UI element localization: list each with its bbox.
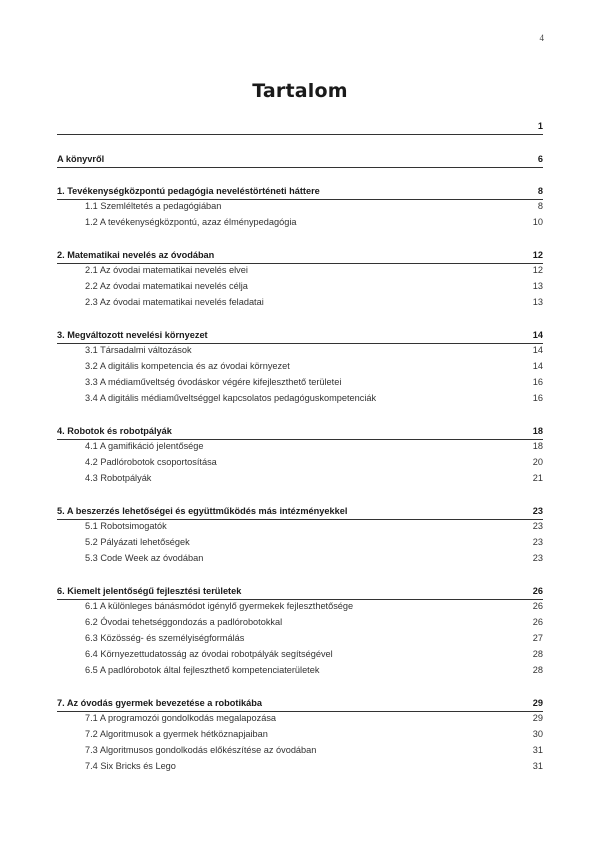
toc-entry-page: 26 bbox=[532, 601, 543, 611]
toc-entry-page: 30 bbox=[532, 729, 543, 739]
toc-entry-page: 18 bbox=[532, 441, 543, 451]
toc-entry-label: 5.3 Code Week az óvodában bbox=[85, 553, 204, 563]
toc-entry-page: 28 bbox=[532, 665, 543, 675]
toc-entry-page: 6 bbox=[537, 154, 543, 164]
toc-entry-label: 3.2 A digitális kompetencia és az óvodai környezet bbox=[85, 361, 290, 371]
toc-entry-label: 7.4 Six Bricks és Lego bbox=[85, 761, 176, 771]
toc-entry-label: 6.5 A padlórobotok által fejleszthető kompetenciaterületek bbox=[85, 665, 320, 675]
toc-section-entry[interactable] bbox=[57, 457, 543, 471]
toc-chapter-entry[interactable] bbox=[57, 506, 543, 520]
page-number: 4 bbox=[539, 33, 544, 43]
toc-entry-label: 4.1 A gamifikáció jelentősége bbox=[85, 441, 204, 451]
toc-entry-page: 14 bbox=[532, 345, 543, 355]
toc-chapter-entry[interactable] bbox=[57, 330, 543, 344]
toc-entry-label: 7. Az óvodás gyermek bevezetése a robotikába bbox=[57, 698, 262, 708]
toc-entry-label: 6.1 A különleges bánásmódot igénylő gyermekek fejleszthetősége bbox=[85, 601, 354, 611]
toc-section-entry[interactable] bbox=[57, 281, 543, 295]
toc-section-entry[interactable] bbox=[57, 377, 543, 391]
toc-entry-page: 27 bbox=[532, 633, 543, 643]
toc-entry-page: 13 bbox=[532, 281, 543, 291]
toc-entry-page: 28 bbox=[532, 649, 543, 659]
toc-entry-page: 21 bbox=[532, 473, 543, 483]
toc-entry-page: 20 bbox=[532, 457, 543, 467]
toc-entry-label: 1.2 A tevékenységközpontú, azaz élménypedagógia bbox=[85, 217, 297, 227]
toc-section-entry[interactable] bbox=[57, 441, 543, 455]
toc-chapter-entry[interactable] bbox=[57, 586, 543, 600]
toc-section-entry[interactable] bbox=[57, 217, 543, 231]
toc-entry-page: 31 bbox=[532, 761, 543, 771]
toc-section-entry[interactable] bbox=[57, 521, 543, 535]
toc-entry-label: A könyvről bbox=[57, 154, 105, 164]
page-title: Tartalom bbox=[252, 80, 348, 102]
toc-section-entry[interactable] bbox=[57, 361, 543, 375]
toc-entry-page: 1 bbox=[537, 121, 543, 131]
toc-section-entry[interactable] bbox=[57, 633, 543, 647]
toc-section-entry[interactable] bbox=[57, 713, 543, 727]
toc-entry-label: 4. Robotok és robotpályák bbox=[57, 426, 172, 436]
toc-section-entry[interactable] bbox=[57, 761, 543, 775]
toc-chapter-entry[interactable] bbox=[57, 186, 543, 200]
toc-section-entry[interactable] bbox=[57, 201, 543, 215]
toc-entry-page: 23 bbox=[532, 506, 543, 516]
toc-chapter-entry[interactable] bbox=[57, 121, 543, 135]
toc-entry-page: 14 bbox=[532, 330, 543, 340]
toc-entry-label: 6.2 Óvodai tehetséggondozás a padlórobotokkal bbox=[85, 617, 283, 627]
toc-entry-page: 29 bbox=[532, 698, 543, 708]
toc-entry-label: 3. Megváltozott nevelési környezet bbox=[57, 330, 208, 340]
toc-entry-page: 23 bbox=[532, 537, 543, 547]
toc-entry-label: 5. A beszerzés lehetőségei és együttműködés más intézményekkel bbox=[57, 506, 348, 516]
toc-entry-label: 2.2 Az óvodai matematikai nevelés célja bbox=[85, 281, 248, 291]
toc-section-entry[interactable] bbox=[57, 649, 543, 663]
toc-entry-page: 26 bbox=[532, 586, 543, 596]
toc-entry-label: 5.2 Pályázati lehetőségek bbox=[85, 537, 190, 547]
toc-section-entry[interactable] bbox=[57, 345, 543, 359]
toc-entry-label: 6.3 Közösség- és személyiségformálás bbox=[85, 633, 245, 643]
toc-section-entry[interactable] bbox=[57, 745, 543, 759]
toc-entry-label: 6. Kiemelt jelentőségű fejlesztési területek bbox=[57, 586, 242, 596]
toc-entry-label: 4.2 Padlórobotok csoportosítása bbox=[85, 457, 217, 467]
toc-entry-page: 8 bbox=[537, 201, 543, 211]
toc-section-entry[interactable] bbox=[57, 665, 543, 679]
toc-entry-label: 4.3 Robotpályák bbox=[85, 473, 152, 483]
toc-entry-page: 12 bbox=[532, 250, 543, 260]
toc-entry-page: 16 bbox=[532, 393, 543, 403]
toc-entry-label: 2.1 Az óvodai matematikai nevelés elvei bbox=[85, 265, 248, 275]
toc-section-entry[interactable] bbox=[57, 601, 543, 615]
toc-chapter-entry[interactable] bbox=[57, 250, 543, 264]
toc-entry-label: 5.1 Robotsimogatók bbox=[85, 521, 167, 531]
toc-entry-page: 31 bbox=[532, 745, 543, 755]
toc-entry-label: 3.4 A digitális médiaműveltséggel kapcsolatos pedagóguskompetenciák bbox=[85, 393, 377, 403]
toc-entry-page: 10 bbox=[532, 217, 543, 227]
toc-entry-page: 16 bbox=[532, 377, 543, 387]
toc-entry-label: 2. Matematikai nevelés az óvodában bbox=[57, 250, 215, 260]
toc-entry-label: 7.2 Algoritmusok a gyermek hétköznapjaiban bbox=[85, 729, 268, 739]
toc-entry-page: 12 bbox=[532, 265, 543, 275]
toc-section-entry[interactable] bbox=[57, 473, 543, 487]
toc-entry-label: 6.4 Környezettudatosság az óvodai robotpályák segítségével bbox=[85, 649, 333, 659]
toc-section-entry[interactable] bbox=[57, 297, 543, 311]
toc-entry-label: 2.3 Az óvodai matematikai nevelés feladatai bbox=[85, 297, 264, 307]
toc-entry-page: 13 bbox=[532, 297, 543, 307]
toc-entry-page: 29 bbox=[532, 713, 543, 723]
toc-section-entry[interactable] bbox=[57, 265, 543, 279]
toc-entry-label: 7.1 A programozói gondolkodás megalapozása bbox=[85, 713, 277, 723]
toc-entry-label: 1. Tevékenységközpontú pedagógia neveléstörténeti háttere bbox=[57, 186, 320, 196]
toc-section-entry[interactable] bbox=[57, 553, 543, 567]
toc-section-entry[interactable] bbox=[57, 617, 543, 631]
toc-chapter-entry[interactable] bbox=[57, 698, 543, 712]
toc-entry-page: 18 bbox=[532, 426, 543, 436]
toc-entry-label: 3.1 Társadalmi változások bbox=[85, 345, 192, 355]
toc-entry-page: 23 bbox=[532, 521, 543, 531]
toc-entry-label: 1.1 Szemléltetés a pedagógiában bbox=[85, 201, 222, 211]
toc-section-entry[interactable] bbox=[57, 729, 543, 743]
toc-section-entry[interactable] bbox=[57, 393, 543, 407]
toc-entry-page: 26 bbox=[532, 617, 543, 627]
toc-entry-label: 7.3 Algoritmusos gondolkodás előkészítése az óvodában bbox=[85, 745, 317, 755]
toc-entry-page: 23 bbox=[532, 553, 543, 563]
toc-entry-label: 3.3 A médiaműveltség óvodáskor végére kifejleszthető területei bbox=[85, 377, 342, 387]
toc-chapter-entry[interactable] bbox=[57, 426, 543, 440]
toc-entry-page: 14 bbox=[532, 361, 543, 371]
toc-section-entry[interactable] bbox=[57, 537, 543, 551]
toc-chapter-entry[interactable] bbox=[57, 154, 543, 168]
toc-entry-page: 8 bbox=[537, 186, 543, 196]
